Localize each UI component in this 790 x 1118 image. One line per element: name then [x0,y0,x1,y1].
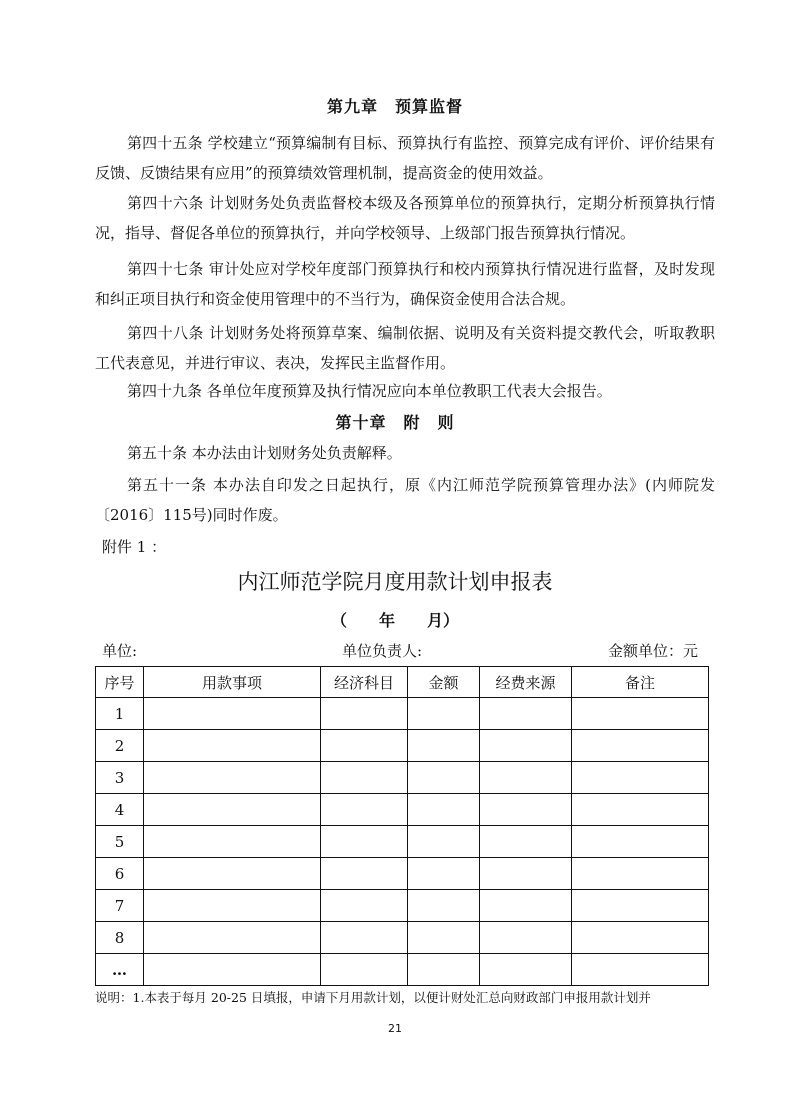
row-index: 2 [96,730,144,762]
cell-funding-source[interactable] [480,730,572,762]
article-51: 第五十一条 本办法自印发之日起执行，原《内江师范学院预算管理办法》(内师院发〔2016〕115号)同时作废。 [95,476,715,524]
table-row [96,762,709,794]
cell-item[interactable] [144,826,321,858]
cell-funding-source[interactable] [480,794,572,826]
column-header-remarks: 备注 [572,667,709,698]
cell-amount[interactable] [408,922,480,954]
cell-remarks[interactable] [572,922,709,954]
cell-economic-subject[interactable] [321,730,408,762]
column-header-amount: 金额 [408,667,480,698]
column-header-funding-source: 经费来源 [480,667,572,698]
cell-remarks[interactable] [572,858,709,890]
cell-funding-source[interactable] [480,698,572,730]
attachment-label: 附件 1 ： [102,538,167,556]
cell-amount[interactable] [408,858,480,890]
cell-funding-source[interactable] [480,858,572,890]
cell-amount[interactable] [408,826,480,858]
row-index: 5 [96,826,144,858]
cell-remarks[interactable] [572,794,709,826]
cell-item[interactable] [144,794,321,826]
cell-item[interactable] [144,730,321,762]
cell-remarks[interactable] [572,762,709,794]
row-index: 7 [96,890,144,922]
article-47: 第四十七条 审计处应对学校年度部门预算执行和校内预算执行情况进行监督，及时发现和纠正项目执行和资金使用管理中的不当行为，确保资金使用合法合规。 [95,260,715,308]
article-48: 第四十八条 计划财务处将预算草案、编制依据、说明及有关资料提交教代会，听取教职工代表意见，并进行审议、表决，发挥民主监督作用。 [95,324,715,372]
amount-unit-label: 金额单位：元 [608,642,699,660]
table-header-row [96,667,709,698]
column-header-index: 序号 [96,667,144,698]
table-row [96,794,709,826]
chapter-10-title: 第十章 附 则 [335,413,455,432]
page-number: 21 [388,1022,402,1035]
cell-remarks[interactable] [572,890,709,922]
cell-economic-subject[interactable] [321,826,408,858]
cell-remarks[interactable] [572,954,709,986]
cell-economic-subject[interactable] [321,922,408,954]
chapter-9-title: 第九章 预算监督 [326,97,463,116]
column-header-economic-subject: 经济科目 [321,667,408,698]
table-row [96,954,709,986]
column-header-item: 用款事项 [144,667,321,698]
row-index: … [96,954,144,986]
cell-remarks[interactable] [572,826,709,858]
row-index: 8 [96,922,144,954]
cell-item[interactable] [144,858,321,890]
cell-remarks[interactable] [572,730,709,762]
cell-economic-subject[interactable] [321,858,408,890]
cell-item[interactable] [144,698,321,730]
cell-economic-subject[interactable] [321,698,408,730]
cell-amount[interactable] [408,730,480,762]
cell-funding-source[interactable] [480,890,572,922]
row-index: 6 [96,858,144,890]
row-index: 1 [96,698,144,730]
cell-funding-source[interactable] [480,922,572,954]
table-row [96,730,709,762]
cell-item[interactable] [144,890,321,922]
cell-amount[interactable] [408,954,480,986]
article-46: 第四十六条 计划财务处负责监督校本级及各预算单位的预算执行，定期分析预算执行情况，指导、督促各单位的预算执行，并向学校领导、上级部门报告预算执行情况。 [95,194,715,242]
form-title: 内江师范学院月度用款计划申报表 [237,570,553,594]
cell-economic-subject[interactable] [321,762,408,794]
cell-item[interactable] [144,954,321,986]
cell-amount[interactable] [408,698,480,730]
unit-head-label: 单位负责人: [342,642,423,660]
cell-amount[interactable] [408,762,480,794]
article-49: 第四十九条 各单位年度预算及执行情况应向本单位教职工代表大会报告。 [127,382,612,400]
cell-funding-source[interactable] [480,826,572,858]
cell-item[interactable] [144,762,321,794]
table-row [96,858,709,890]
cell-amount[interactable] [408,794,480,826]
cell-amount[interactable] [408,890,480,922]
cell-economic-subject[interactable] [321,954,408,986]
article-45: 第四十五条 学校建立“预算编制有目标、预算执行有监控、预算完成有评价、评价结果有反馈、反馈结果有应用”的预算绩效管理机制，提高资金的使用效益。 [95,134,715,182]
table-row [96,922,709,954]
unit-label: 单位: [102,642,138,660]
table-row [96,826,709,858]
row-index: 3 [96,762,144,794]
form-note: 说明：1.本表于每月 20-25 日填报，申请下月用款计划，以便计财处汇总向财政部门申报用款计划并 [95,990,651,1005]
cell-item[interactable] [144,922,321,954]
article-50: 第五十条 本办法由计划财务处负责解释。 [127,444,402,462]
budget-request-table [95,666,709,986]
cell-funding-source[interactable] [480,954,572,986]
form-period: （ 年 月） [330,611,459,630]
row-index: 4 [96,794,144,826]
table-row [96,890,709,922]
cell-economic-subject[interactable] [321,794,408,826]
cell-funding-source[interactable] [480,762,572,794]
table-row [96,698,709,730]
cell-remarks[interactable] [572,698,709,730]
cell-economic-subject[interactable] [321,890,408,922]
